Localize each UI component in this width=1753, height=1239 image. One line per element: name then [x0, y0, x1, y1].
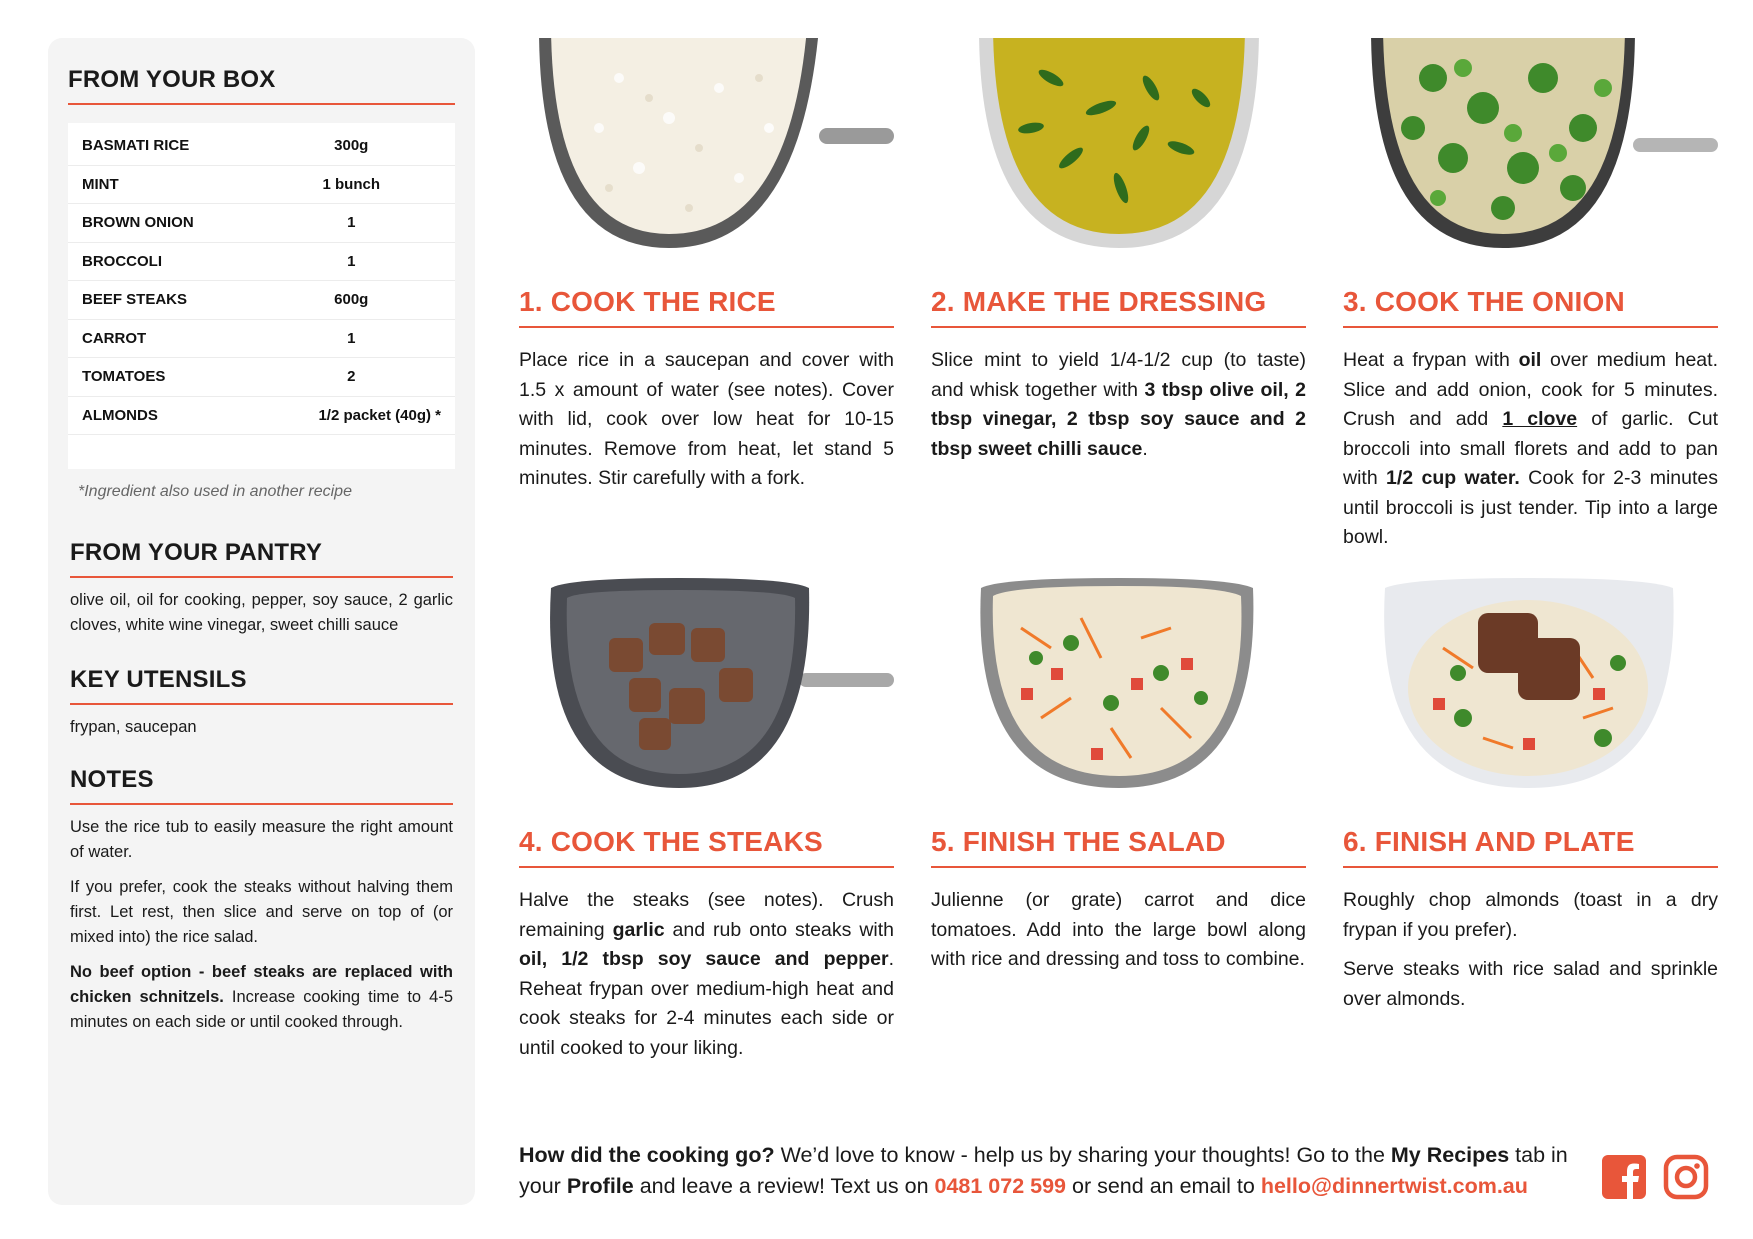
ingredient-name: BASMATI RICE: [82, 137, 190, 155]
step-4-paragraph: [519, 886, 894, 1063]
ingredients-sidebar: [48, 38, 475, 1205]
step-2-paragraph: [931, 346, 1306, 464]
step-2: [931, 38, 1306, 474]
ingredient-row: [68, 358, 455, 397]
facebook-icon[interactable]: [1600, 1153, 1648, 1201]
ingredient-qty: 1: [347, 329, 356, 347]
step-3-title: 3. COOK THE ONION: [1343, 286, 1718, 328]
note-bold: No beef option - beef steaks are replaced with chicken schnitzels.: [70, 963, 453, 1006]
step-2-text-end: .: [1142, 437, 1148, 460]
step-3-bold: oil: [1518, 349, 1542, 371]
ingredient-qty: 2: [347, 368, 356, 386]
ingredient-row: [68, 281, 455, 320]
step-3-paragraph: [1343, 346, 1718, 553]
instagram-icon[interactable]: [1662, 1153, 1710, 1201]
phone-link[interactable]: 0481 072 599: [934, 1174, 1067, 1198]
utensils-heading: KEY UTENSILS: [70, 666, 453, 705]
steaks-frypan-photo: [519, 578, 894, 788]
review-footer: [519, 1140, 1584, 1202]
profile-link: Profile: [566, 1174, 634, 1198]
step-1-title: 1. COOK THE RICE: [519, 286, 894, 328]
step-2-bold: 3 tbsp olive oil, 2 tbsp vinegar, 2 tbsp soy sauce and 2 tbsp sweet chilli sauce: [931, 378, 1307, 460]
step-3-text: of garlic. Cut broccoli into small florets and add to pan with: [1343, 408, 1718, 489]
my-recipes-link: My Recipes: [1390, 1143, 1510, 1167]
plated-steak-salad-photo: [1343, 578, 1718, 788]
step-4: [519, 578, 894, 1073]
step-2-title: 2. MAKE THE DRESSING: [931, 286, 1306, 328]
step-6-body: [1343, 886, 1718, 1014]
step-2-body: [931, 346, 1306, 464]
ingredient-row: [68, 243, 455, 282]
step-3-body: [1343, 346, 1718, 553]
pantry-text: olive oil, oil for cooking, pepper, soy sauce, 2 garlic cloves, white wine vinegar, sweet chilli sauce: [70, 591, 453, 634]
broccoli-frypan-photo: [1343, 38, 1718, 248]
ingredient-name: BROCCOLI: [82, 252, 162, 270]
ingredient-qty: 1/2 packet (40g) *: [318, 406, 441, 424]
ingredient-row: [68, 320, 455, 359]
step-2-text: Slice mint to yield 1/4-1/2 cup (to taste) and whisk together with: [931, 349, 1306, 401]
footer-bold: How did the cooking go?: [519, 1143, 775, 1167]
ingredient-name: TOMATOES: [82, 368, 166, 386]
email-link[interactable]: hello@dinnertwist.com.au: [1260, 1174, 1528, 1198]
step-1: [519, 38, 894, 504]
ingredient-qty: 1 bunch: [322, 175, 380, 193]
step-5: [931, 578, 1306, 985]
notes-section: [68, 766, 455, 1035]
ingredient-qty: 300g: [334, 137, 369, 155]
ingredients-table: [68, 123, 455, 469]
step-5-title: 5. FINISH THE SALAD: [931, 826, 1306, 868]
step-1-body: [519, 346, 894, 494]
rice-salad-bowl-photo: [931, 578, 1306, 788]
ingredient-row: [68, 127, 455, 166]
utensils-section: [68, 666, 455, 740]
note-text: Increase cooking time to 4-5 minutes on each side or until cooked through.: [70, 988, 453, 1031]
step-3-text: Cook for 2-3 minutes until broccoli is just tender. Tip into a large bowl.: [1343, 467, 1718, 548]
ingredient-name: MINT: [82, 175, 119, 193]
step-4-text: . Reheat frypan over medium-high heat and cook steaks for 2-4 minutes each side or until cooked to your liking.: [519, 948, 894, 1059]
ingredient-qty: 600g: [334, 291, 369, 309]
note-paragraph: Use the rice tub to easily measure the right amount of water.: [70, 818, 453, 861]
step-6-text: Roughly chop almonds (toast in a dry frypan if you prefer).: [1343, 889, 1718, 941]
footer-text: and leave a review! Text us on: [633, 1174, 935, 1198]
step-4-text: Halve the steaks (see notes). Crush remaining: [519, 889, 894, 941]
ingredient-name: BEEF STEAKS: [82, 291, 188, 309]
ingredient-row: [68, 166, 455, 205]
rice-saucepan-photo: [519, 38, 894, 248]
ingredient-footnote: *Ingredient also used in another recipe: [78, 483, 352, 500]
step-3-underline: 1 clove: [1502, 408, 1578, 430]
ingredient-qty: 1: [347, 252, 356, 270]
step-4-text: and rub onto steaks with: [664, 918, 895, 941]
ingredient-row: [68, 204, 455, 243]
from-your-box-heading: FROM YOUR BOX: [68, 66, 455, 105]
footer-text: tab in your: [519, 1143, 1568, 1198]
ingredient-name: BROWN ONION: [82, 214, 194, 232]
step-5-body: [931, 886, 1306, 975]
ingredient-name: CARROT: [82, 329, 147, 347]
step-5-text: Julienne (or grate) carrot and dice tomatoes. Add into the large bowl along with rice and dressing and toss to combine.: [931, 889, 1306, 970]
step-4-body: [519, 886, 894, 1063]
mint-dressing-bowl-photo: [931, 38, 1306, 248]
ingredient-qty: 1: [347, 214, 356, 232]
notes-heading: NOTES: [70, 766, 453, 805]
pantry-section: [68, 539, 455, 638]
ingredient-row: [68, 397, 455, 436]
ingredient-name: ALMONDS: [82, 406, 158, 424]
footer-text: We’d love to know - help us by sharing your thoughts! Go to the: [774, 1143, 1391, 1167]
note-paragraph: If you prefer, cook the steaks without halving them first. Let rest, then slice and serve on top of (or mixed into) the rice salad.: [70, 878, 453, 946]
step-3: [1343, 38, 1718, 563]
step-3-text: over medium heat. Slice and add onion, cook for 5 minutes. Crush and add: [1343, 349, 1718, 430]
note-paragraph: [70, 960, 453, 1035]
step-6-title: 6. FINISH AND PLATE: [1343, 826, 1718, 868]
step-3-text: Heat a frypan with: [1343, 349, 1519, 371]
step-4-title: 4. COOK THE STEAKS: [519, 826, 894, 868]
step-4-bold: oil, 1/2 tbsp soy sauce and pepper: [519, 948, 889, 970]
step-6-text: Serve steaks with rice salad and sprinkle over almonds.: [1343, 958, 1718, 1010]
pantry-heading: FROM YOUR PANTRY: [70, 539, 453, 578]
step-4-bold: garlic: [612, 918, 665, 941]
step-3-bold: 1/2 cup water.: [1386, 467, 1520, 489]
utensils-text: frypan, saucepan: [70, 718, 197, 736]
step-1-text: Place rice in a saucepan and cover with 1.5 x amount of water (see notes). Cover with lid, cook over low heat for 10-15 minutes. Remove from heat, let stand 5 minutes. Stir carefully with a fork.: [519, 349, 894, 489]
step-6: [1343, 578, 1718, 1024]
footer-text: or send an email to: [1066, 1174, 1261, 1198]
